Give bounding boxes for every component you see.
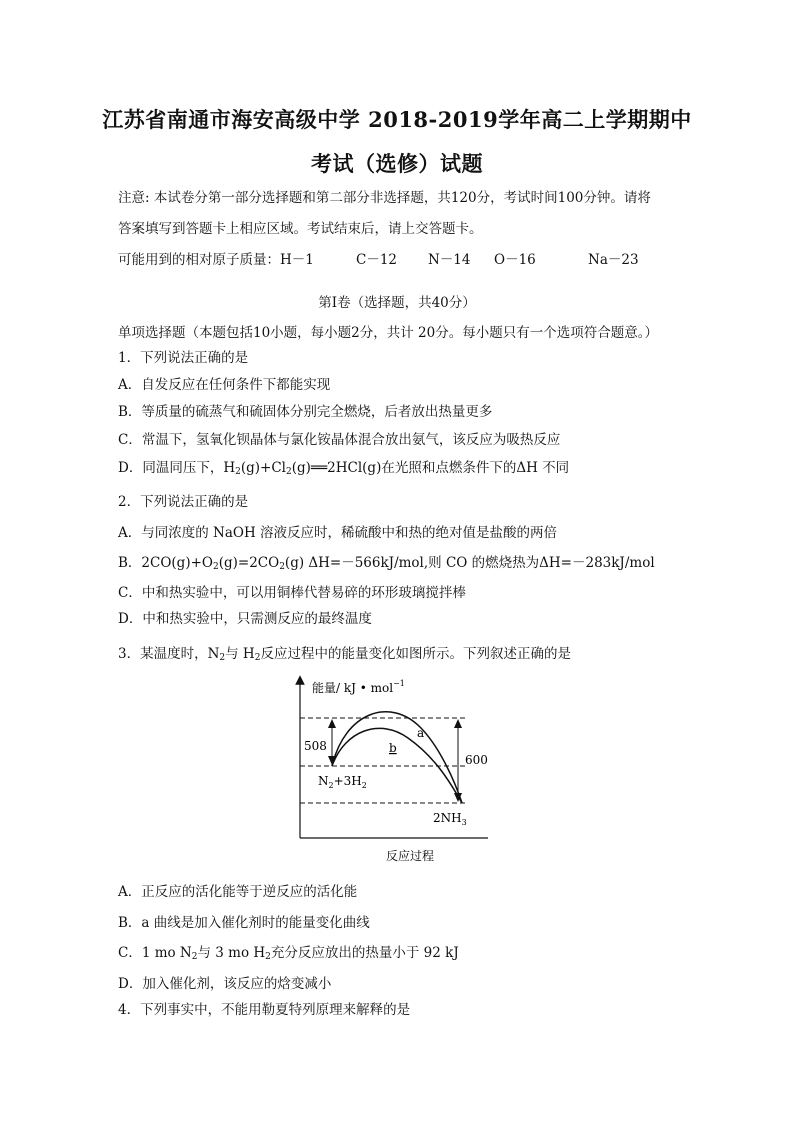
q1-d-prefix: D．同温同压下，H — [118, 460, 236, 476]
q1-stem: 1．下列说法正确的是 — [118, 350, 249, 366]
q3-c-a: C．1 mo N — [118, 945, 192, 961]
arrow-508-head-up — [328, 719, 336, 728]
q1-option-a: A．自发反应在任何条件下都能实现 — [118, 377, 331, 393]
exam-title-line1: 江苏省南通市海安高级中学 2018-2019学年高二上学期期中 — [102, 107, 692, 132]
atomic-mass-c: C－12 — [356, 252, 398, 268]
x-axis-label: 反应过程 — [386, 849, 435, 863]
section-instruction: 单项选择题（本题包括10小题，每小题2分，共计 20分。每小题只有一个选项符合题意。） — [118, 325, 658, 341]
atomic-mass-o: O－16 — [494, 252, 536, 268]
q2-b-sub1: 2 — [212, 562, 219, 572]
q1-d-mid1: (g)+Cl — [240, 460, 286, 476]
q3-option-a: A．正反应的活化能等于逆反应的活化能 — [118, 884, 358, 900]
q1-option-b: B．等质量的硫蒸气和硫固体分别完全燃烧，后者放出热量更多 — [118, 404, 493, 420]
product-label: $2NH_3$ — [433, 811, 467, 827]
curve-b-label: b — [389, 741, 397, 755]
curve-a — [332, 712, 462, 803]
q3-c-c: 充分反应放出的热量小于 92 kJ — [270, 945, 459, 961]
section-title: 第Ⅰ卷（选择题，共40分） — [318, 295, 476, 311]
q2-option-d: D．中和热实验中，只需测反应的最终温度 — [118, 611, 372, 627]
q4-stem: 4．下列事实中，不能用勒夏特列原理来解释的是 — [118, 1002, 411, 1018]
notice-line2: 答案填写到答题卡上相应区域。考试结束后，请上交答题卡。 — [118, 221, 483, 237]
q3-stem-a: 3．某温度时，N — [118, 646, 220, 662]
q3-stem — [118, 642, 571, 663]
q2-option-b — [118, 551, 655, 572]
q2-b-prefix: B．2CO(g)+O — [118, 555, 213, 571]
q3-stem-sub1: 2 — [219, 653, 226, 663]
exam-title-line2: 考试（选修）试题 — [311, 151, 483, 176]
reactant-label: $N_2+3H_2$ — [318, 774, 367, 790]
atomic-mass-label: 可能用到的相对原子质量： — [118, 252, 280, 268]
q3-stem-sub2: 2 — [254, 653, 261, 663]
q1-option-d — [118, 456, 569, 477]
arrow-600-head-up — [454, 719, 462, 728]
atomic-mass-n: N－14 — [428, 252, 471, 268]
q1-d-mid2: (g)══2HCl(g)在光照和点燃条件下的ΔH 不同 — [291, 460, 570, 476]
label-600: 600 — [465, 753, 488, 767]
q3-stem-c: 反应过程中的能量变化如图所示。下列叙述正确的是 — [260, 646, 571, 662]
atomic-mass-line — [118, 248, 639, 268]
q3-option-b: B．a 曲线是加入催化剂时的能量变化曲线 — [118, 915, 370, 931]
y-axis-label: 能量/ kJ • mol$^{-1}$ — [312, 679, 405, 695]
q1-option-c: C．常温下，氢氧化钡晶体与氯化铵晶体混合放出氨气，该反应为吸热反应 — [118, 432, 561, 448]
q3-c-sub2: 2 — [265, 952, 271, 962]
notice-line1: 注意: 本试卷分第一部分选择题和第二部分非选择题，共120分，考试时间100分钟。请将 — [118, 190, 651, 206]
q1-d-sub2: 2 — [285, 467, 292, 477]
q2-stem: 2．下列说法正确的是 — [118, 494, 249, 510]
atomic-mass-h: H－1 — [280, 252, 314, 268]
atomic-mass-na: Na－23 — [588, 252, 639, 268]
q1-d-sub: 2 — [235, 467, 241, 477]
q3-option-c — [118, 941, 459, 962]
q2-option-a: A．与同浓度的 NaOH 溶液反应时，稀硫酸中和热的绝对值是盐酸的两倍 — [118, 525, 558, 541]
energy-diagram — [290, 672, 500, 870]
q3-c-b: 与 3 mo H — [197, 945, 266, 961]
q3-c-sub1: 2 — [191, 952, 198, 962]
q3-option-d: D．加入催化剂，该反应的焓变减小 — [118, 976, 332, 992]
q3-stem-b: 与 H — [225, 646, 255, 662]
q2-b-sub2: 2 — [279, 562, 285, 572]
q2-b-end: (g) ΔH=－566kJ/mol,则 CO 的燃烧热为ΔH=－283kJ/mol — [284, 555, 655, 571]
q2-b-mid: (g)=2CO — [218, 555, 280, 571]
label-508: 508 — [304, 739, 327, 753]
curve-a-label: a — [417, 726, 425, 740]
q2-option-c: C．中和热实验中，可以用铜棒代替易碎的环形玻璃搅拌棒 — [118, 585, 466, 601]
